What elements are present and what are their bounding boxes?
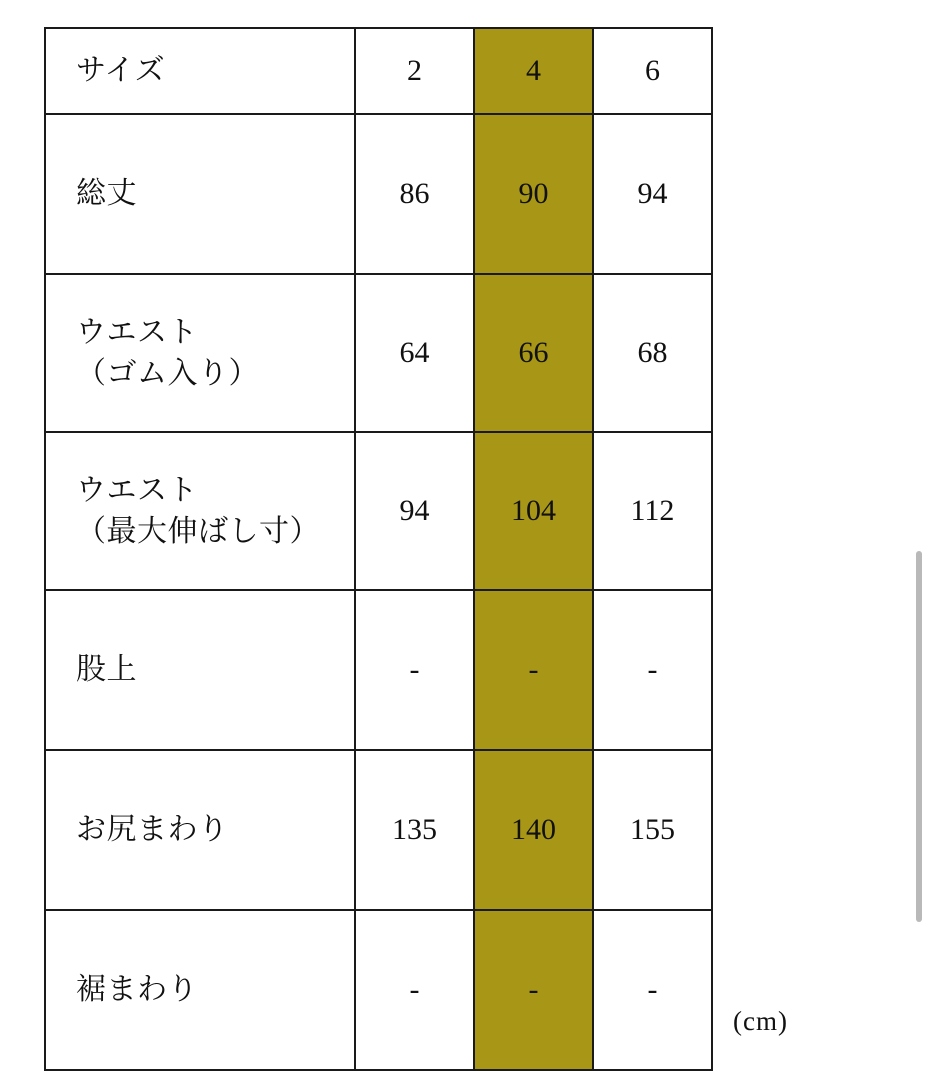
table-row <box>45 590 712 750</box>
header-size-cell-1: 2 <box>355 28 474 114</box>
row-label-waist-max-line1: ウエスト <box>76 473 198 507</box>
cell-waist-max-size6: 112 <box>593 432 712 590</box>
cell-waist-elastic-size2: 64 <box>355 274 474 432</box>
cell-total-length-size6: 94 <box>593 114 712 274</box>
row-label-total-length: 総丈 <box>45 114 355 274</box>
header-label-cell: サイズ <box>45 28 355 114</box>
row-label-hip: お尻まわり <box>45 750 355 910</box>
cell-hem-size6: - <box>593 910 712 1070</box>
table-row <box>45 114 712 274</box>
row-label-rise: 股上 <box>45 590 355 750</box>
cell-hip-size6: 155 <box>593 750 712 910</box>
header-size-cell-2: 4 <box>474 28 593 114</box>
row-label-waist-elastic-line1: ウエスト <box>76 315 198 349</box>
row-label-waist-max <box>45 432 355 590</box>
cell-hem-size4: - <box>474 910 593 1070</box>
cell-waist-elastic-size4: 66 <box>474 274 593 432</box>
size-chart-table <box>44 27 713 1071</box>
cell-hem-size2: - <box>355 910 474 1070</box>
table-row <box>45 274 712 432</box>
cell-hip-size4: 140 <box>474 750 593 910</box>
page-scrollbar[interactable] <box>916 551 922 922</box>
row-label-waist-max-line2: （最大伸ばし寸） <box>76 515 320 548</box>
cell-hip-size2: 135 <box>355 750 474 910</box>
cell-waist-max-size2: 94 <box>355 432 474 590</box>
cell-waist-max-size4: 104 <box>474 432 593 590</box>
cell-total-length-size2: 86 <box>355 114 474 274</box>
cell-rise-size4: - <box>474 590 593 750</box>
table-row <box>45 432 712 590</box>
cell-waist-elastic-size6: 68 <box>593 274 712 432</box>
cell-total-length-size4: 90 <box>474 114 593 274</box>
unit-caption: (cm) <box>733 1006 788 1036</box>
cell-rise-size6: - <box>593 590 712 750</box>
table-row-header <box>45 28 712 114</box>
header-size-cell-3: 6 <box>593 28 712 114</box>
cell-rise-size2: - <box>355 590 474 750</box>
table-row <box>45 910 712 1070</box>
row-label-hem: 裾まわり <box>45 910 355 1070</box>
row-label-waist-elastic <box>45 274 355 432</box>
row-label-waist-elastic-line2: （ゴム入り） <box>76 357 259 390</box>
table-row <box>45 750 712 910</box>
